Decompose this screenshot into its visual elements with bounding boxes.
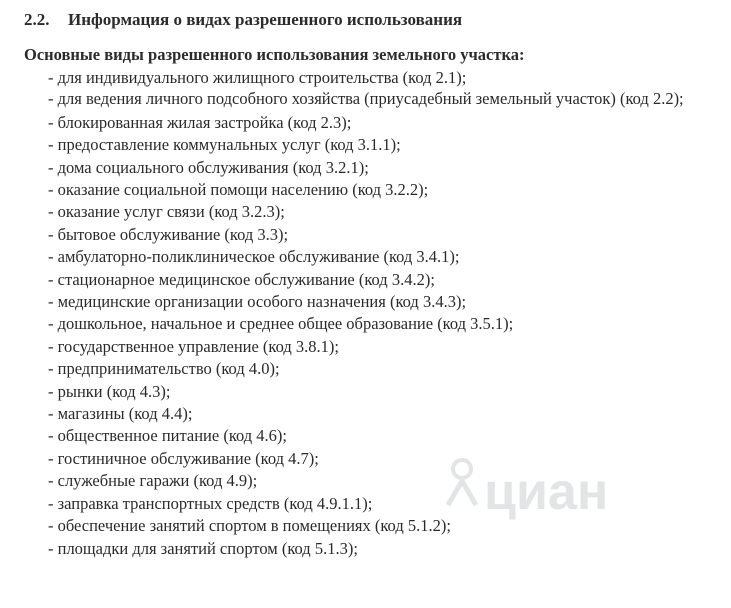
- list-item: - оказание социальной помощи населению (код 3.2.2);: [48, 180, 429, 200]
- subsection-title: Основные виды разрешенного использования земельного участка:: [24, 45, 525, 64]
- cian-watermark: [440, 447, 640, 527]
- list-item: - для ведения личного подсобного хозяйства (приусадебный земельный участок) (код 2.2);: [48, 89, 684, 109]
- list-item: - дома социального обслуживания (код 3.2.1);: [48, 157, 369, 177]
- list-item: - магазины (код 4.4);: [48, 404, 193, 424]
- list-item: - заправка транспортных средств (код 4.9.1.1);: [48, 493, 373, 513]
- section-title: Информация о видах разрешенного использования: [68, 10, 463, 29]
- list-item: - стационарное медицинское обслуживание (код 3.4.2);: [48, 269, 435, 289]
- list-item: - оказание услуг связи (код 3.2.3);: [48, 202, 285, 222]
- list-item: - служебные гаражи (код 4.9);: [48, 471, 258, 491]
- list-item: - общественное питание (код 4.6);: [48, 426, 287, 446]
- list-item: - рынки (код 4.3);: [48, 381, 171, 401]
- list-item: - предпринимательство (код 4.0);: [48, 359, 280, 379]
- section-heading: [24, 10, 462, 30]
- watermark-text: циан: [484, 463, 609, 521]
- cian-logo-icon: [440, 447, 640, 527]
- list-item: - предоставление коммунальных услуг (код 3.1.1);: [48, 135, 401, 155]
- list-item: - государственное управление (код 3.8.1);: [48, 336, 339, 356]
- list-item: - амбулаторно-поликлиническое обслуживание (код 3.4.1);: [48, 247, 460, 267]
- list-item: - обеспечение занятий спортом в помещениях (код 5.1.2);: [48, 516, 451, 536]
- list-item: - медицинские организации особого назначения (код 3.4.3);: [48, 292, 467, 312]
- list-item: - гостиничное обслуживание (код 4.7);: [48, 448, 319, 468]
- list-item: - бытовое обслуживание (код 3.3);: [48, 224, 289, 244]
- list-item: - блокированная жилая застройка (код 2.3);: [48, 112, 352, 132]
- list-item: - для индивидуального жилищного строительства (код 2.1);: [48, 68, 467, 87]
- section-number: 2.2.: [24, 10, 50, 29]
- list-item: - площадки для занятий спортом (код 5.1.3);: [48, 538, 358, 558]
- list-item: - дошкольное, начальное и среднее общее образование (код 3.5.1);: [48, 314, 514, 334]
